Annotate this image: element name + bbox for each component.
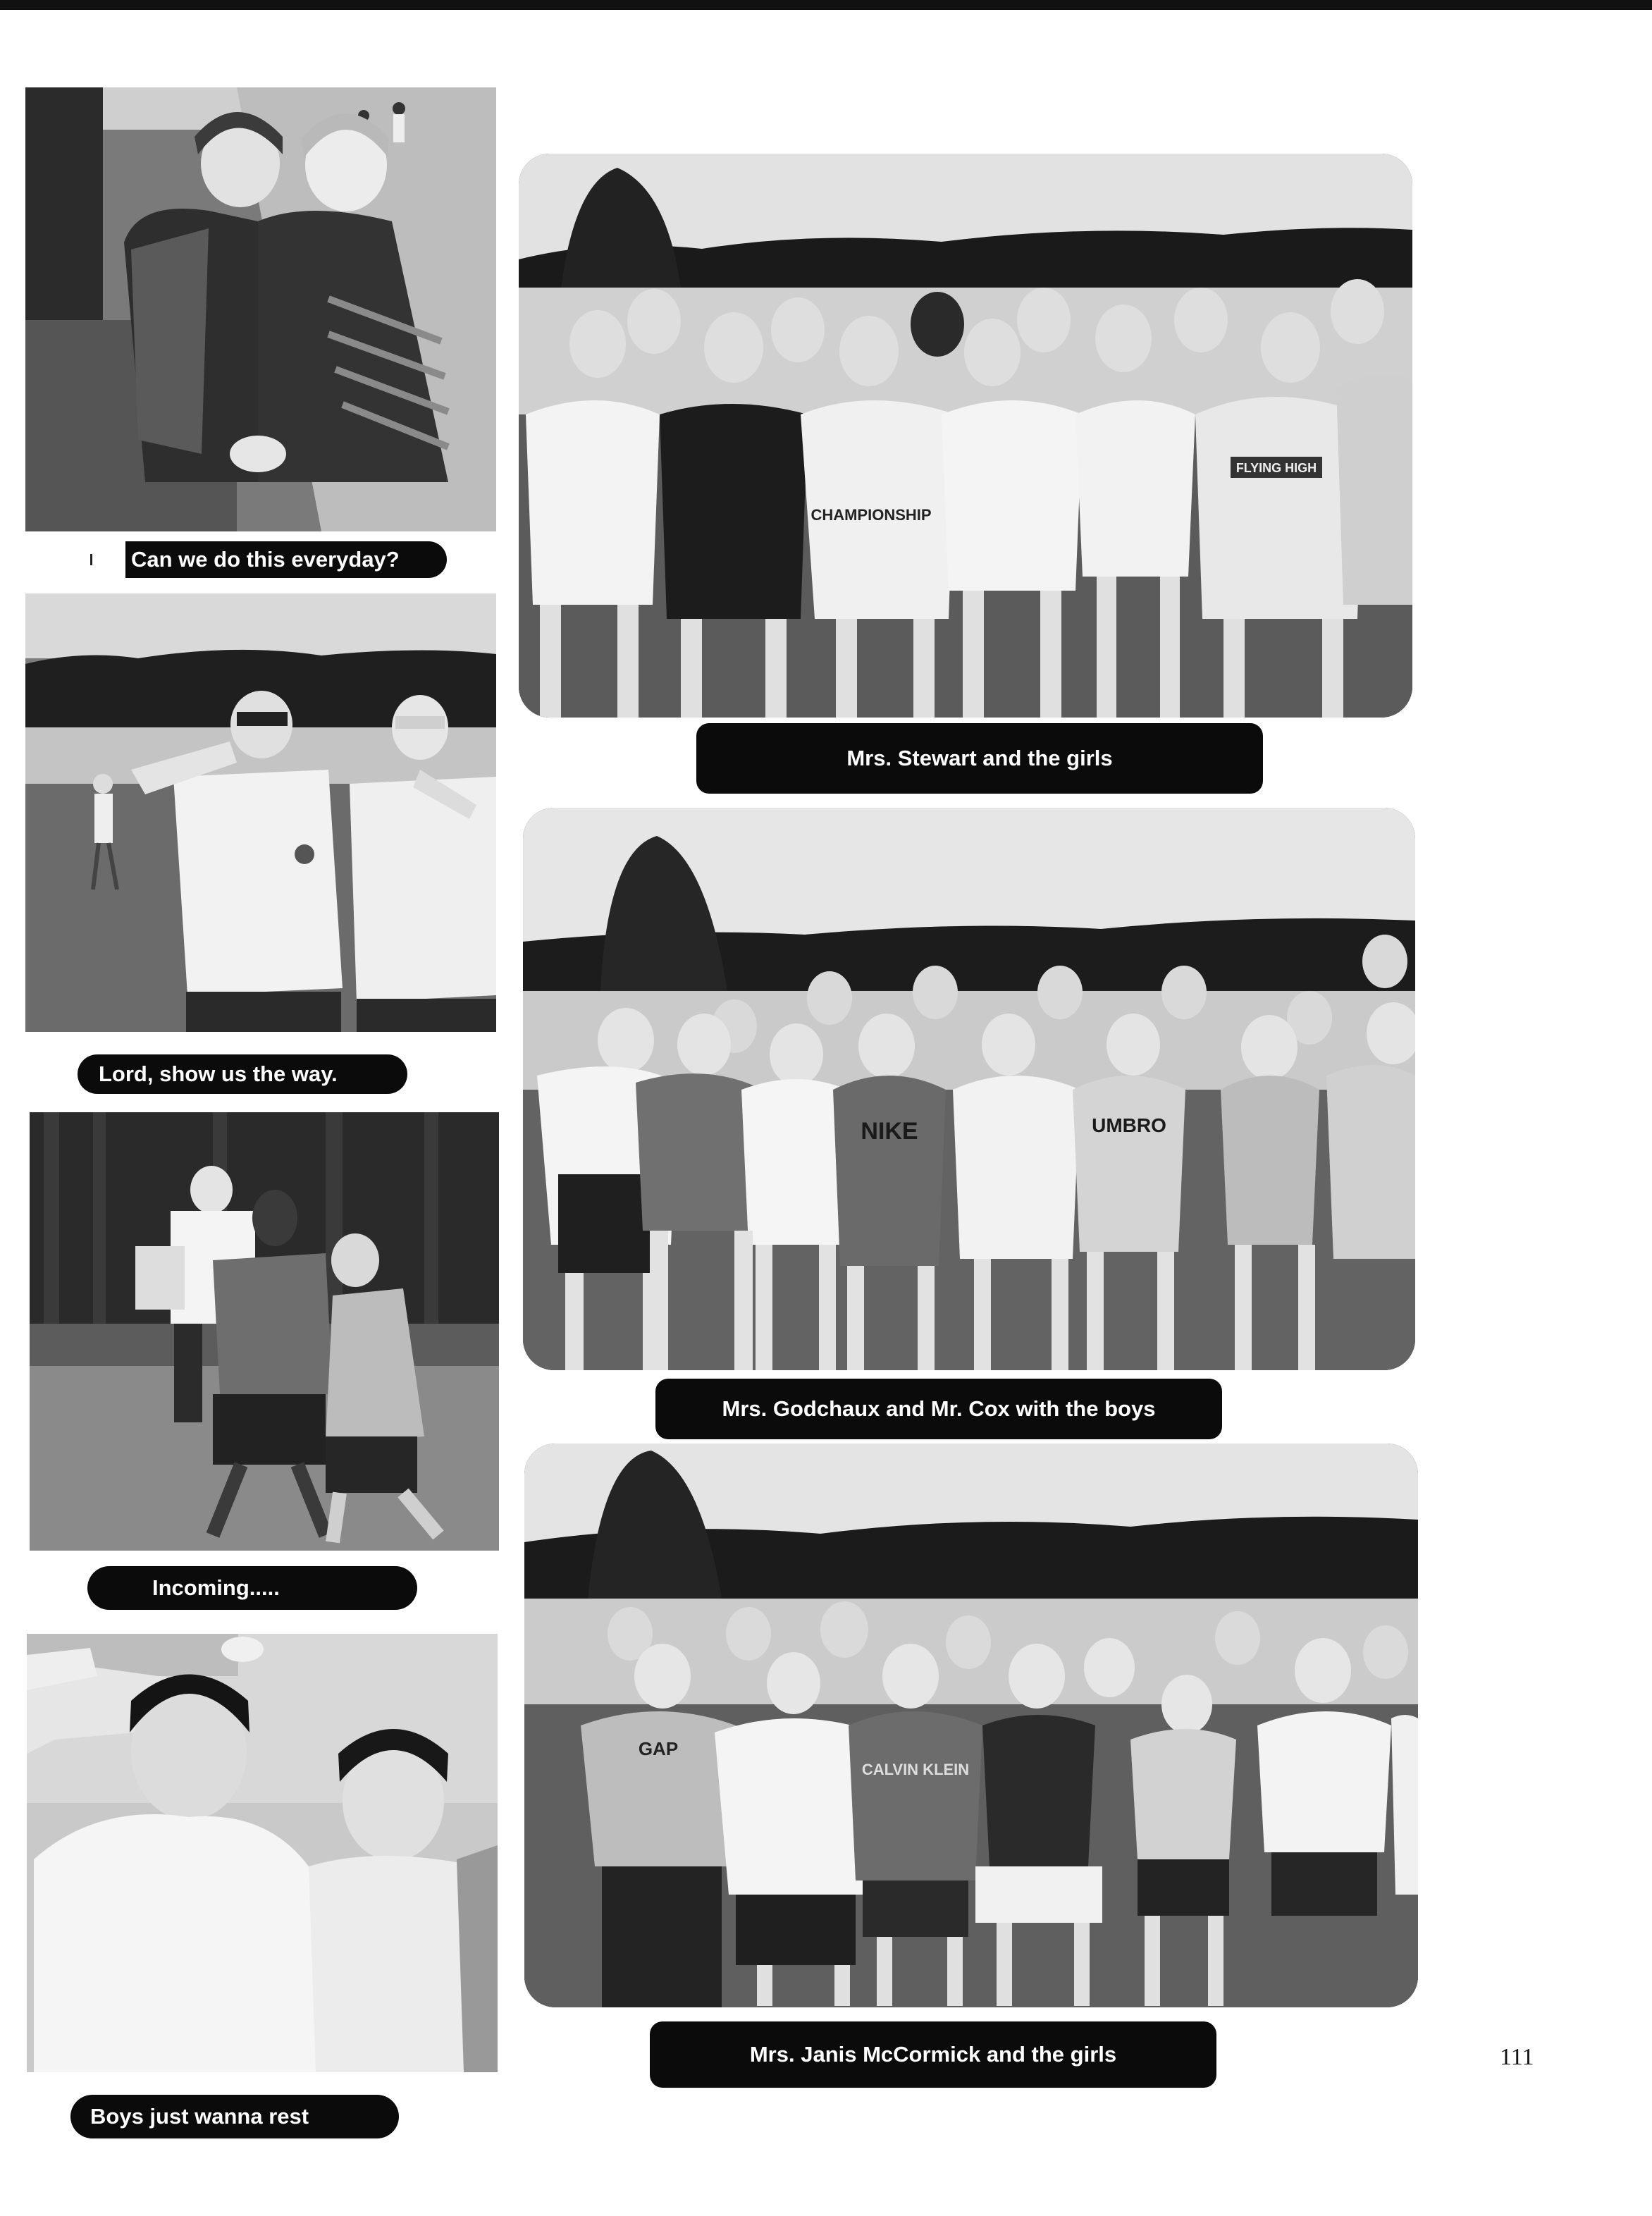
shirt-text-gap: GAP [638, 1738, 679, 1759]
photo-godchaux-cox-boys [523, 808, 1415, 1370]
caption-photo-4 [70, 2095, 399, 2138]
photo-boys-resting [27, 1634, 498, 2072]
shirt-text-nike: NIKE [861, 1118, 918, 1145]
caption-photo-4-text: Boys just wanna rest [90, 2104, 309, 2129]
caption-photo-2 [78, 1054, 407, 1094]
caption-photo-3 [87, 1566, 417, 1610]
stray-mark [90, 554, 92, 565]
photo-boys-resting-image [27, 1634, 498, 2072]
caption-photo-6-text: Mrs. Godchaux and Mr. Cox with the boys [722, 1396, 1156, 1421]
caption-photo-2-text: Lord, show us the way. [99, 1061, 338, 1086]
caption-photo-3-text: Incoming..... [152, 1575, 280, 1600]
photo-stewart-girls [519, 154, 1412, 718]
caption-photo-7 [650, 2021, 1216, 2088]
page-number: 111 [1500, 2044, 1534, 2070]
photo-two-girls-path [25, 87, 496, 531]
photo-mccormick-girls [524, 1444, 1418, 2007]
caption-photo-6 [655, 1379, 1222, 1439]
shirt-text-calvin-klein: CALVIN KLEIN [861, 1761, 970, 1778]
photo-two-girls-path-image [25, 87, 496, 531]
caption-photo-7-text: Mrs. Janis McCormick and the girls [749, 2042, 1117, 2067]
photo-blindfolded-boys-image [25, 593, 496, 1032]
photo-ball-game [30, 1112, 499, 1551]
top-border-rule [0, 0, 1652, 10]
caption-photo-5-text: Mrs. Stewart and the girls [846, 746, 1113, 770]
photo-ball-game-image [30, 1112, 499, 1551]
photo-blindfolded-boys [25, 593, 496, 1032]
photo-stewart-girls-image [519, 154, 1412, 718]
shirt-text-flying-high: FLYING HIGH [1235, 461, 1317, 475]
photo-mccormick-girls-image [524, 1444, 1418, 2007]
caption-photo-5 [696, 723, 1263, 794]
photo-godchaux-cox-boys-image [523, 808, 1415, 1370]
caption-photo-1-text: Can we do this everyday? [131, 547, 400, 572]
shirt-text-umbro: UMBRO [1092, 1114, 1166, 1136]
caption-photo-1 [125, 541, 447, 578]
shirt-text-championship: CHAMPIONSHIP [810, 506, 932, 524]
